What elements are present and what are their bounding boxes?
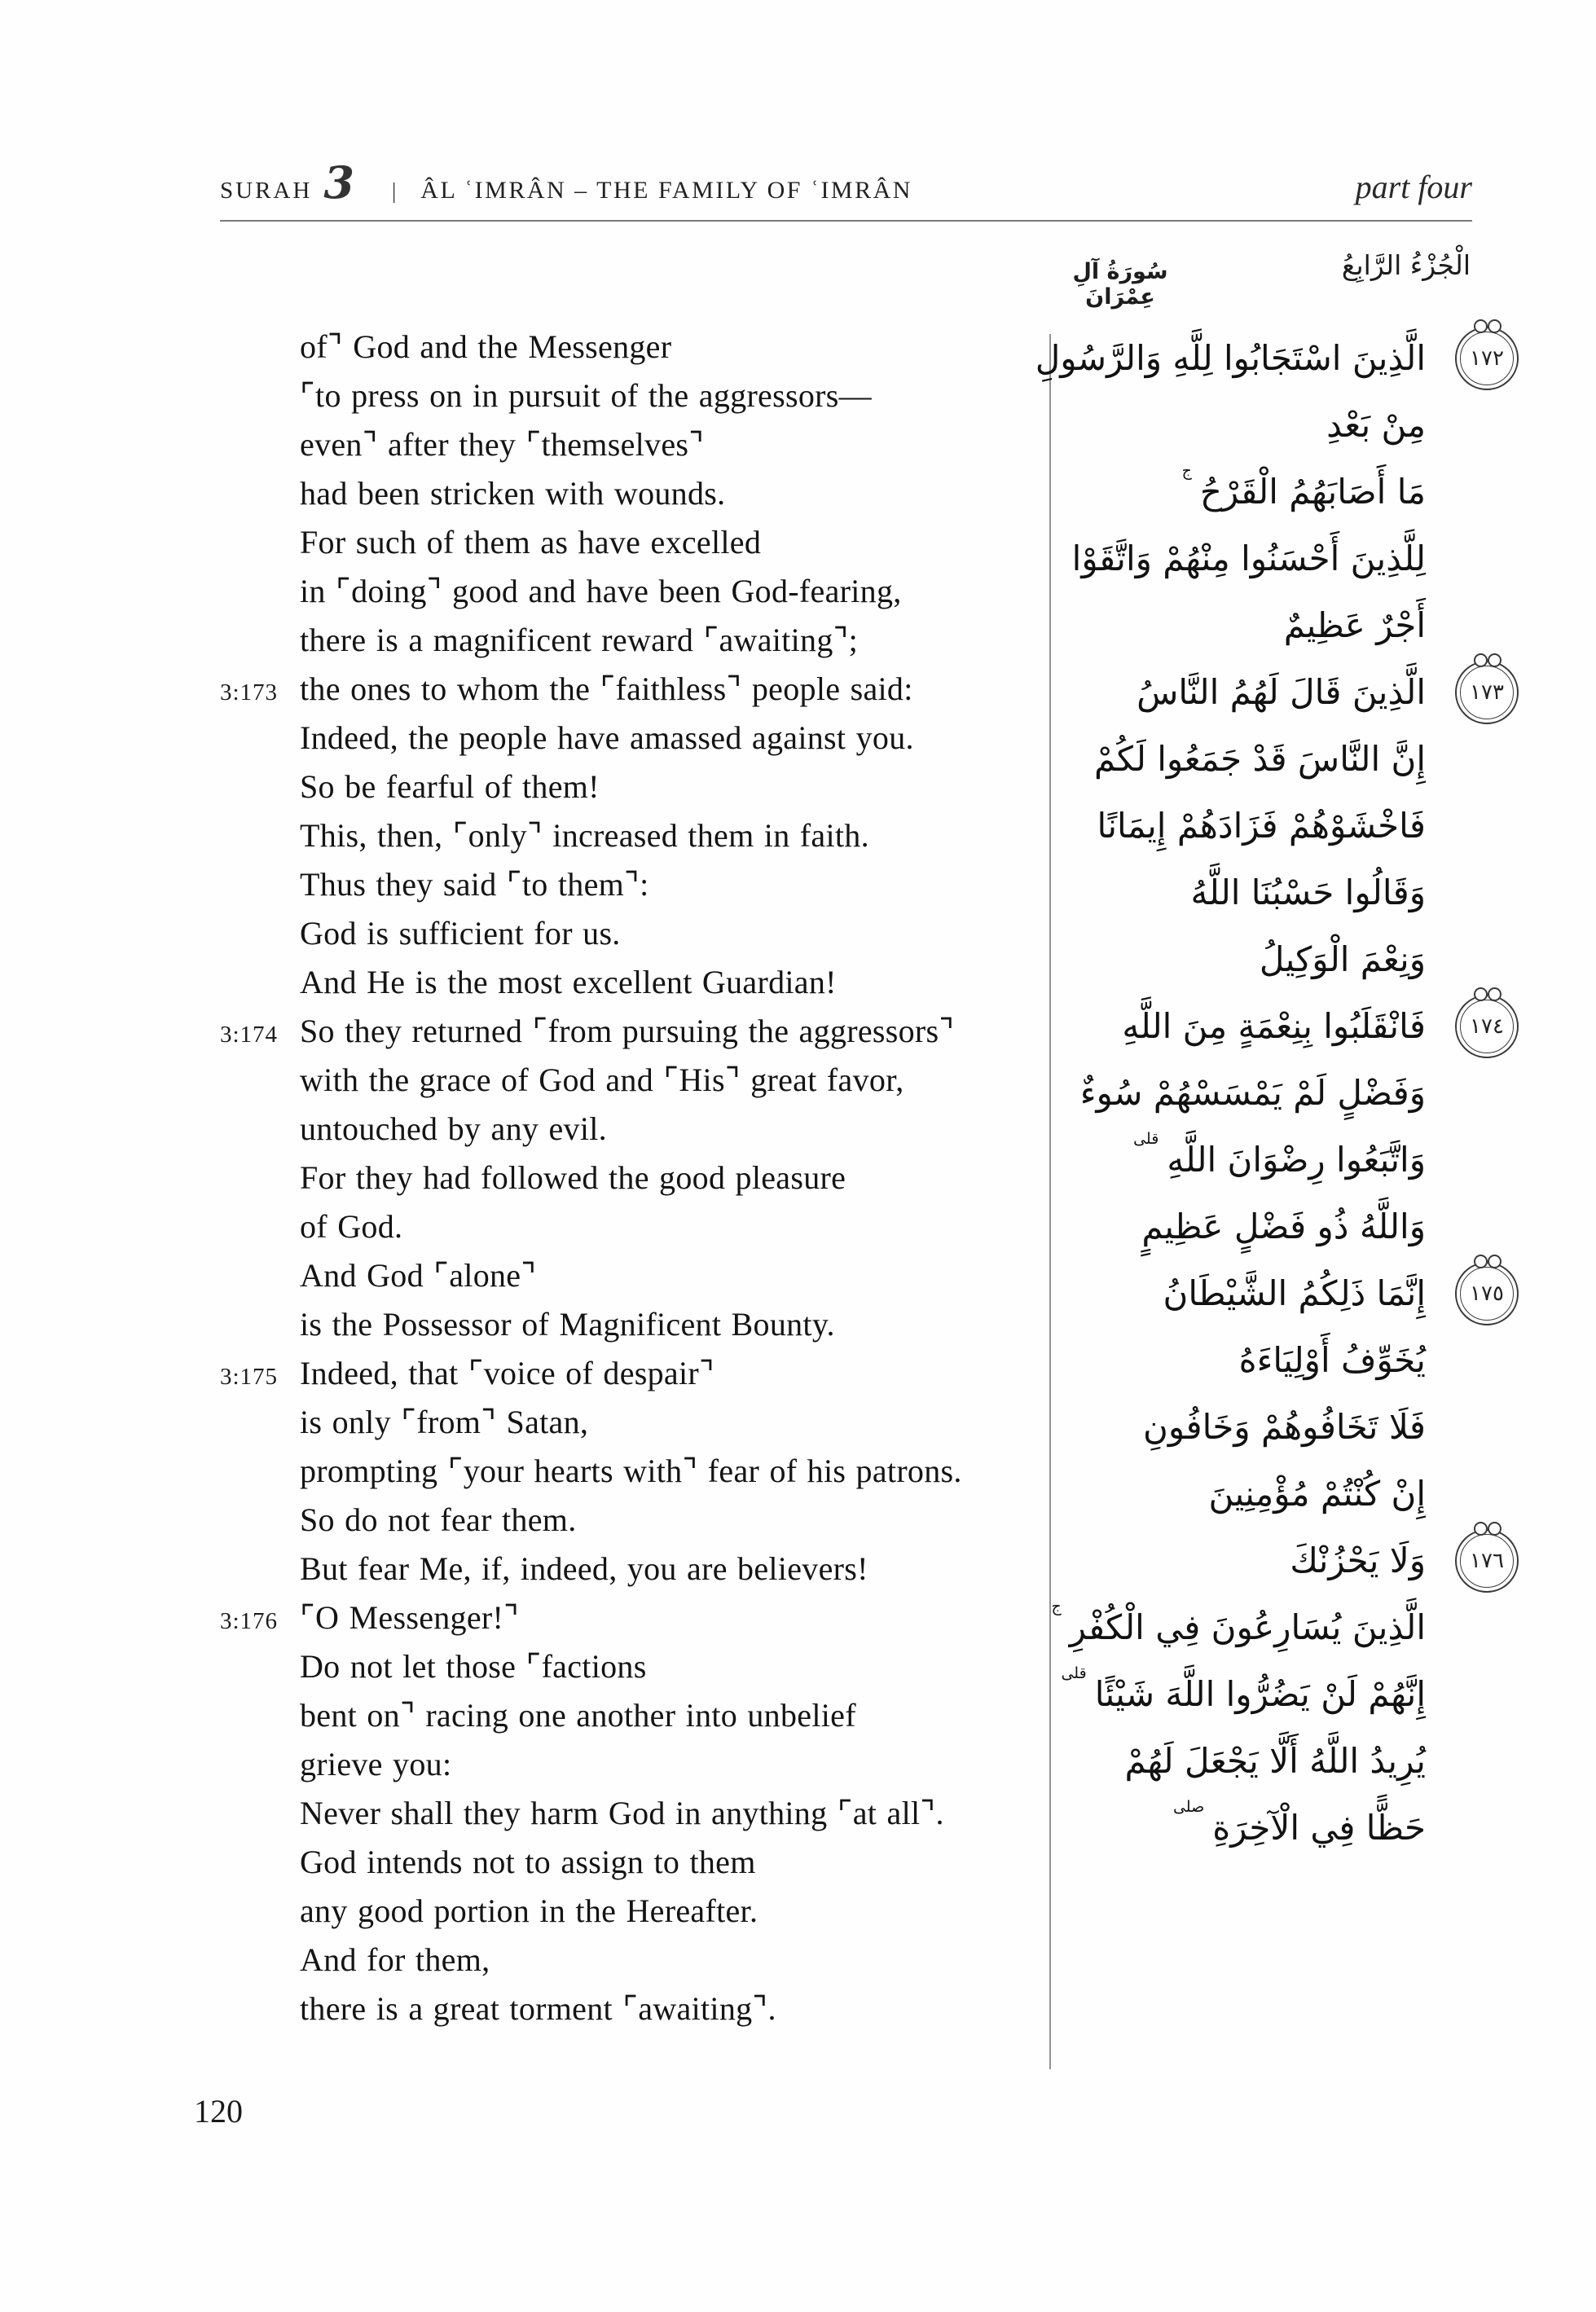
english-line-text: of God. <box>300 1208 403 1245</box>
header-rule <box>220 220 1472 222</box>
arabic-line <box>1010 525 1548 592</box>
english-line-text: So be fearful of them! <box>300 768 600 805</box>
english-translation-column <box>220 327 1044 2038</box>
arabic-line <box>1010 1728 1548 1795</box>
english-line-text: untouched by any evil. <box>300 1110 607 1147</box>
arabic-line-text: الَّذِينَ يُسَارِعُونَ فِي الْكُفْرِ <box>1069 1607 1426 1647</box>
page-number: 120 <box>194 2093 243 2130</box>
english-line <box>220 621 1044 670</box>
english-line-text: Indeed, that ⌜voice of despair⌝ <box>300 1355 715 1391</box>
english-line <box>220 1794 1044 1843</box>
arabic-line-text: الَّذِينَ اسْتَجَابُوا لِلَّهِ وَالرَّسُولِ <box>1035 338 1426 378</box>
arabic-line <box>1010 793 1548 859</box>
english-line <box>220 1941 1044 1989</box>
english-line-text: in ⌜doing⌝ good and have been God-fearing, <box>300 573 902 609</box>
english-line <box>220 914 1044 963</box>
verse-medallion <box>1455 1262 1519 1325</box>
english-line-text: For such of them as have excelled <box>300 524 762 560</box>
arabic-verse-column <box>1010 325 1548 1861</box>
english-line <box>220 327 1044 376</box>
english-line-text: For they had followed the good pleasure <box>300 1159 846 1196</box>
english-line <box>220 572 1044 621</box>
english-line <box>220 1305 1044 1354</box>
english-line <box>220 1598 1044 1647</box>
english-line <box>220 1989 1044 2038</box>
english-line <box>220 1501 1044 1549</box>
verse-medallion-number: ١٧٢ <box>1470 346 1504 371</box>
arabic-line-text: الَّذِينَ قَالَ لَهُمُ النَّاسُ <box>1137 672 1426 712</box>
english-line-text: is the Possessor of Magnificent Bounty. <box>300 1306 835 1343</box>
english-line <box>220 1207 1044 1256</box>
english-line-text: But fear Me, if, indeed, you are believers! <box>300 1550 868 1587</box>
english-line <box>220 1012 1044 1061</box>
english-line-text: So do not fear them. <box>300 1501 577 1538</box>
arabic-line-text: وَقَالُوا حَسْبُنَا اللَّهُ <box>1190 872 1426 912</box>
arabic-line-text: فَاخْشَوْهُمْ فَزَادَهُمْ إِيمَانًا <box>1097 806 1426 846</box>
verse-medallion-slot <box>1426 1262 1548 1325</box>
arabic-line <box>1010 392 1548 459</box>
english-line-text: there is a great torment ⌜awaiting⌝. <box>300 1990 776 2027</box>
english-line <box>220 1110 1044 1158</box>
english-line-text: God is sufficient for us. <box>300 915 621 952</box>
english-line-text: Thus they said ⌜to them⌝: <box>300 866 649 903</box>
header-separator: | <box>391 178 397 203</box>
arabic-line-text: يُرِيدُ اللَّهُ أَلَّا يَجْعَلَ لَهُمْ <box>1124 1741 1426 1781</box>
verse-medallion <box>1455 327 1519 390</box>
arabic-line: الَّذِينَ يُسَارِعُونَ فِي الْكُفْرِ ج <box>1051 1598 1426 1647</box>
arabic-line <box>1010 1461 1548 1527</box>
english-line-text: Indeed, the people have amassed against you. <box>300 719 914 756</box>
english-line <box>220 1843 1044 1892</box>
english-line <box>220 425 1044 474</box>
arabic-line-text: مَا أَصَابَهُمُ الْقَرْحُ <box>1199 472 1426 512</box>
arabic-line <box>1010 726 1548 793</box>
english-line <box>220 474 1044 523</box>
english-line-text: had been stricken with wounds. <box>300 475 726 512</box>
surah-header-group: SURAH 3 | ÂL ʿIMRÂN – THE FAMILY OF ʿIMRÂN <box>220 156 912 209</box>
english-line-text: And He is the most excellent Guardian! <box>300 964 837 1000</box>
english-line <box>220 1158 1044 1207</box>
arabic-line-text: فَانْقَلَبُوا بِنِعْمَةٍ مِنَ اللَّهِ <box>1122 1006 1426 1046</box>
english-line-text: And for them, <box>300 1941 490 1978</box>
arabic-line <box>1010 1394 1548 1461</box>
verse-medallion-number: ١٧٤ <box>1470 1014 1504 1039</box>
arabic-line <box>1010 325 1548 392</box>
verse-medallion-number: ١٧٥ <box>1470 1281 1504 1306</box>
verse-medallion <box>1455 661 1519 724</box>
arabic-line-text: أَجْرٌ عَظِيمٌ <box>1283 605 1426 645</box>
english-line-text: grieve you: <box>300 1746 452 1782</box>
english-line <box>220 767 1044 816</box>
arabic-line <box>1010 1060 1548 1127</box>
english-line-text: Do not let those ⌜factions <box>300 1648 647 1685</box>
verse-medallion-slot <box>1426 661 1548 724</box>
verse-number: 3:176 <box>220 1608 279 1634</box>
arabic-line-text: إِنَّهُمْ لَنْ يَضُرُّوا اللَّهَ شَيْئًا <box>1094 1674 1426 1714</box>
english-line-text: bent on⌝ racing one another into unbelief <box>300 1697 856 1734</box>
arabic-line-text: حَظًّا فِي الْآخِرَةِ <box>1212 1808 1426 1848</box>
arabic-line-text: وَنِعْمَ الْوَكِيلُ <box>1259 939 1426 979</box>
english-line-text: there is a magnificent reward ⌜awaiting⌝; <box>300 622 859 658</box>
arabic-line-text: وَلَا يَحْزُنْكَ <box>1290 1541 1426 1580</box>
arabic-line: وَاتَّبَعُوا رِضْوَانَ اللَّهِ قلى <box>1133 1130 1426 1180</box>
english-line-text: Never shall they harm God in anything ⌜at all⌝. <box>300 1795 944 1831</box>
english-line <box>220 1061 1044 1110</box>
arabic-line-text: إِنْ كُنْتُمْ مُؤْمِنِينَ <box>1208 1474 1426 1514</box>
arabic-line <box>1010 592 1548 659</box>
arabic-line-text: مِنْ بَعْدِ <box>1326 405 1426 445</box>
surah-title: ÂL ʿIMRÂN – THE FAMILY OF ʿIMRÂN <box>420 177 912 204</box>
verse-medallion-number: ١٧٦ <box>1470 1549 1504 1573</box>
verse-medallion-slot <box>1426 1529 1548 1593</box>
verse-number: 3:175 <box>220 1364 279 1390</box>
arabic-line-text: وَاتَّبَعُوا رِضْوَانَ اللَّهِ <box>1167 1140 1426 1180</box>
english-line-text: And God ⌜alone⌝ <box>300 1257 537 1294</box>
verse-medallion <box>1455 995 1519 1058</box>
english-line <box>220 1452 1044 1501</box>
english-line <box>220 670 1044 719</box>
verse-number: 3:174 <box>220 1022 279 1048</box>
arabic-line: إِنَّهُمْ لَنْ يَضُرُّوا اللَّهَ شَيْئًا قلى <box>1061 1664 1426 1714</box>
arabic-line <box>1010 659 1548 726</box>
arabic-line-text: يُخَوِّفُ أَوْلِيَاءَهُ <box>1238 1340 1426 1380</box>
arabic-line-text: إِنَّ النَّاسَ قَدْ جَمَعُوا لَكُمْ <box>1093 739 1426 779</box>
english-line <box>220 963 1044 1012</box>
english-line-text: with the grace of God and ⌜His⌝ great favor, <box>300 1061 904 1098</box>
english-line <box>220 719 1044 767</box>
arabic-line-text: وَاللَّهُ ذُو فَضْلٍ عَظِيمٍ <box>1141 1207 1426 1246</box>
verse-number: 3:173 <box>220 679 279 705</box>
arabic-line: مَا أَصَابَهُمُ الْقَرْحُ ج <box>1181 462 1426 512</box>
english-line <box>220 1549 1044 1598</box>
arabic-surah-caption: سُورَةُ آلِ عِمْرَانَ <box>1072 259 1168 310</box>
english-line <box>220 1354 1044 1403</box>
arabic-line: حَظًّا فِي الْآخِرَةِ صلى <box>1172 1798 1426 1848</box>
verse-medallion <box>1455 1529 1519 1593</box>
english-line-text: any good portion in the Hereafter. <box>300 1892 758 1929</box>
english-line <box>220 865 1044 914</box>
english-line <box>220 523 1044 572</box>
arabic-line <box>1010 1193 1548 1260</box>
arabic-line-text: إِنَّمَا ذَلِكُمُ الشَّيْطَانُ <box>1163 1273 1426 1313</box>
verse-medallion-number: ١٧٣ <box>1470 680 1504 705</box>
english-line-text: ⌜O Messenger!⌝ <box>300 1599 520 1636</box>
arabic-line <box>1010 993 1548 1060</box>
english-line <box>220 816 1044 865</box>
arabic-line <box>1010 1327 1548 1394</box>
english-line-text: So they returned ⌜from pursuing the aggressors⌝ <box>300 1013 955 1049</box>
part-label: part four <box>1355 169 1472 205</box>
verse-medallion-slot <box>1426 995 1548 1058</box>
english-line <box>220 1745 1044 1794</box>
english-line <box>220 376 1044 425</box>
surah-label: SURAH <box>220 178 313 204</box>
english-line <box>220 1696 1044 1745</box>
english-line-text: even⌝ after they ⌜themselves⌝ <box>300 426 705 463</box>
english-line-text: is only ⌜from⌝ Satan, <box>300 1404 589 1440</box>
english-line-text: prompting ⌜your hearts with⌝ fear of his patrons. <box>300 1453 962 1489</box>
arabic-line-text: لِلَّذِينَ أَحْسَنُوا مِنْهُمْ وَاتَّقَوْا <box>1071 538 1426 578</box>
arabic-juz-caption: الْجُزْءُ الرَّابِعُ <box>1341 249 1471 281</box>
english-line-text: God intends not to assign to them <box>300 1844 756 1880</box>
english-line-text: of⌝ God and the Messenger <box>300 328 672 365</box>
english-line-text: This, then, ⌜only⌝ increased them in faith. <box>300 817 869 854</box>
english-line-text: ⌜to press on in pursuit of the aggressors— <box>300 377 872 414</box>
english-line-text: the ones to whom the ⌜faithless⌝ people said: <box>300 670 913 707</box>
english-line <box>220 1403 1044 1452</box>
arabic-line-text: وَفَضْلٍ لَمْ يَمْسَسْهُمْ سُوءٌ <box>1079 1073 1426 1113</box>
arabic-line <box>1010 1527 1548 1594</box>
english-line <box>220 1256 1044 1305</box>
verse-medallion-slot <box>1426 327 1548 390</box>
arabic-line <box>1010 926 1548 993</box>
arabic-line-text: فَلَا تَخَافُوهُمْ وَخَافُونِ <box>1143 1407 1426 1447</box>
page-header <box>220 156 1472 209</box>
arabic-line <box>1010 1260 1548 1327</box>
arabic-line <box>1010 859 1548 926</box>
english-line <box>220 1892 1044 1941</box>
english-line <box>220 1647 1044 1696</box>
